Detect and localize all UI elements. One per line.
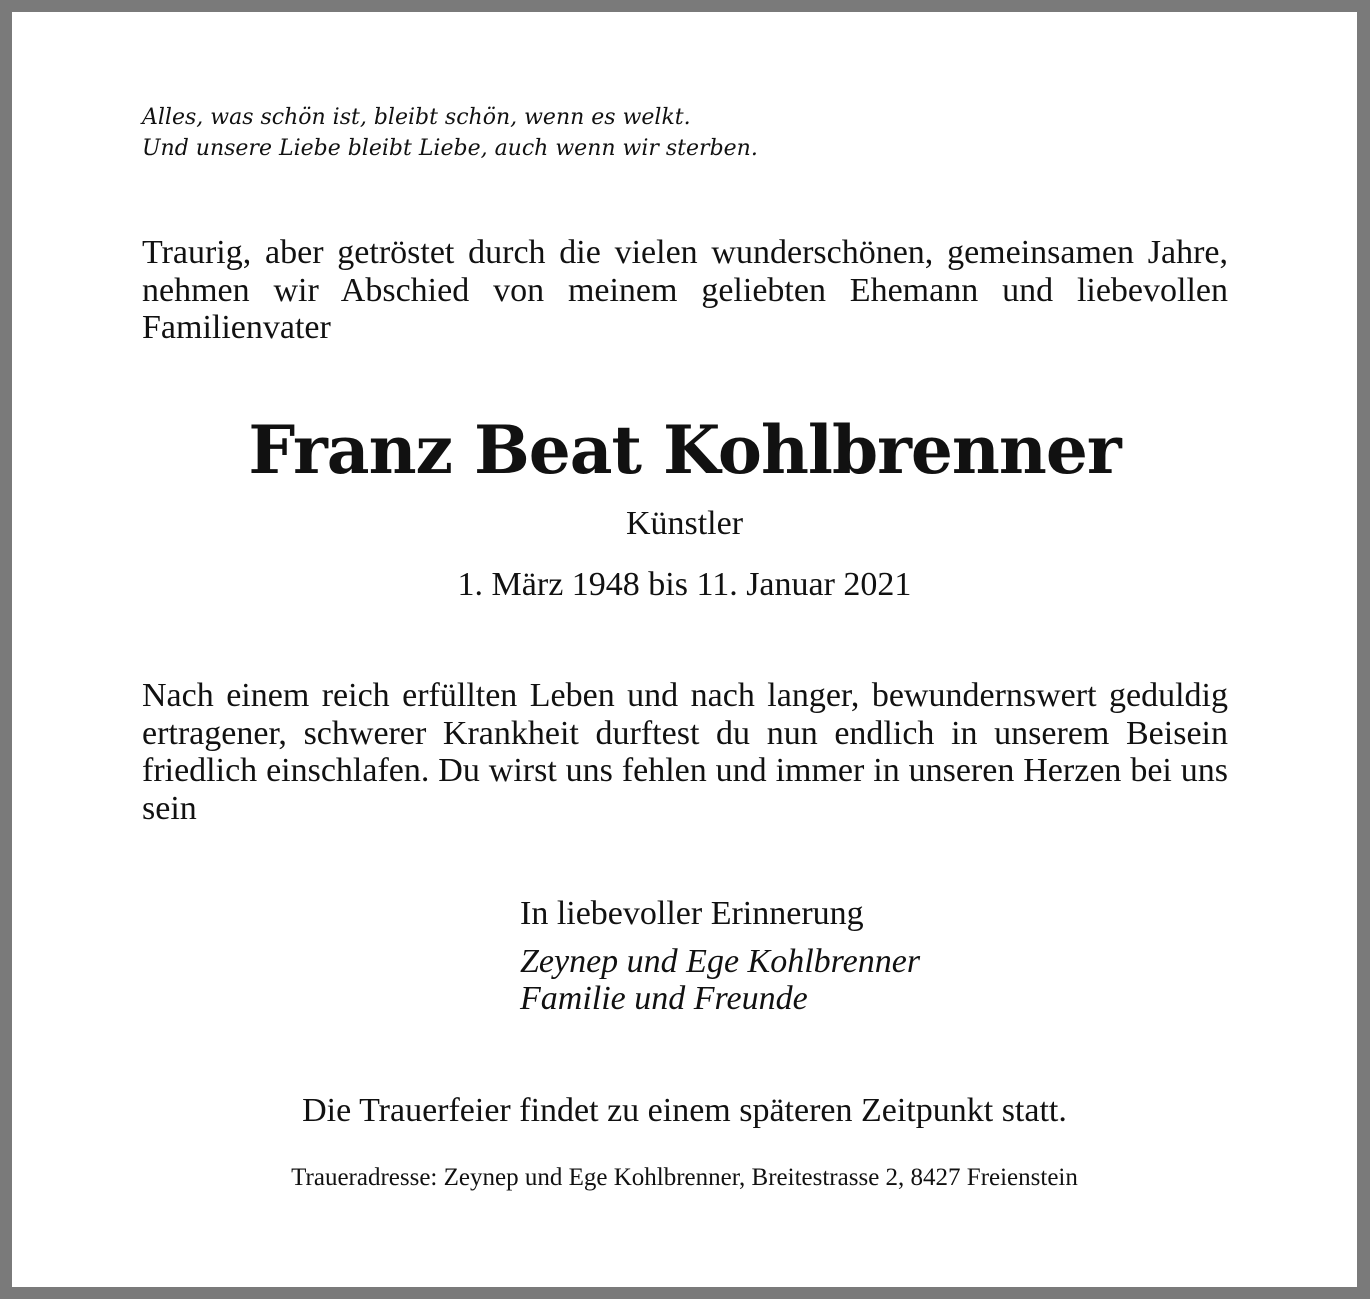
signers: [520, 943, 1220, 1017]
life-dates: 1. März 1948 bis 11. Januar 2021: [457, 566, 912, 603]
deceased-occupation: Künstler: [625, 505, 744, 542]
signer-friends: Familie und Freunde: [520, 980, 808, 1017]
motto-quote: [142, 102, 1042, 164]
motto-line-1: Alles, was schön ist, bleibt schön, wenn es welkt.: [142, 105, 691, 130]
obituary-page: [12, 12, 1357, 1287]
body-paragraph: Nach einem reich erfüllten Leben und nach langer, bewundernswert geduldig ertragener, schwerer Krankheit durftest du nun endlich in unserem Beisein friedlich einschlafen. Du wirst uns fehlen und immer in unseren Herzen bei uns sein: [142, 677, 1228, 827]
intro-paragraph: Traurig, aber getröstet durch die vielen wunderschönen, gemeinsamen Jahre, nehmen wir Abschied von meinem geliebten Ehemann und liebevollen Familienvater: [142, 234, 1228, 346]
motto-line-2: Und unsere Liebe bleibt Liebe, auch wenn wir sterben.: [142, 136, 758, 161]
deceased-name: Franz Beat Kohlbrenner: [248, 411, 1121, 489]
mourning-address: Traueradresse: Zeynep und Ege Kohlbrenner, Breitestrasse 2, 8427 Freienstein: [291, 1164, 1078, 1191]
closing-phrase: In liebevoller Erinnerung: [520, 895, 864, 932]
ceremony-notice: Die Trauerfeier findet zu einem späteren Zeitpunkt statt.: [302, 1092, 1067, 1129]
signer-family: Zeynep und Ege Kohlbrenner: [520, 943, 921, 980]
signature-block: [520, 894, 1220, 1017]
